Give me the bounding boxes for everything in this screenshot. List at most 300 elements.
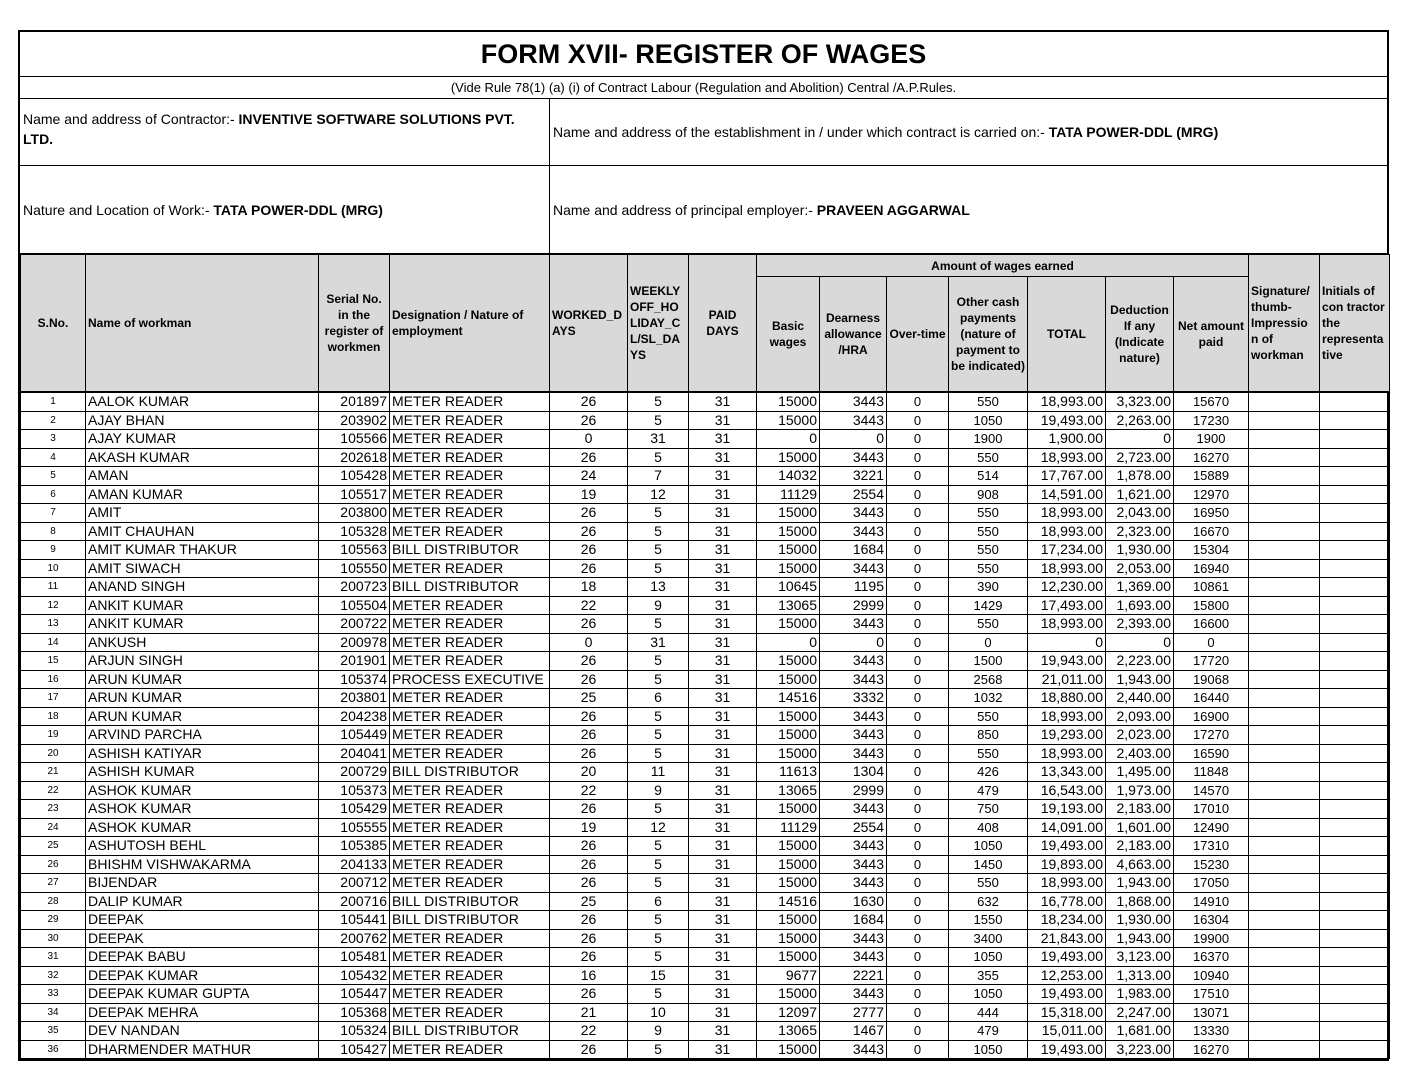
cell-serial: 105432 xyxy=(319,966,390,985)
cell-net: 0 xyxy=(1174,633,1249,652)
cell-overtime: 0 xyxy=(887,837,949,856)
nature-location-value: TATA POWER-DDL (MRG) xyxy=(213,201,383,218)
cell-basic: 14516 xyxy=(757,689,820,708)
cell-net: 12490 xyxy=(1174,818,1249,837)
cell-worked-days: 25 xyxy=(550,689,628,708)
cell-serial: 105427 xyxy=(319,1040,390,1059)
header-worked-days: WORKED_D AYS xyxy=(550,255,628,393)
cell-other-cash: 514 xyxy=(949,467,1028,486)
cell-weekly-off: 11 xyxy=(628,763,689,782)
cell-serial: 200716 xyxy=(319,892,390,911)
cell-paid-days: 31 xyxy=(689,485,757,504)
cell-total: 18,993.00 xyxy=(1028,504,1106,523)
cell-initials xyxy=(1320,781,1390,800)
cell-deduction: 0 xyxy=(1106,430,1174,449)
cell-weekly-off: 5 xyxy=(628,411,689,430)
cell-da: 3443 xyxy=(820,929,887,948)
cell-da: 2777 xyxy=(820,1003,887,1022)
cell-name: AMIT CHAUHAN xyxy=(86,522,319,541)
cell-overtime: 0 xyxy=(887,1022,949,1041)
header-da: Dearness allowance /HRA xyxy=(820,277,887,393)
cell-name: ARUN KUMAR xyxy=(86,707,319,726)
cell-deduction: 2,183.00 xyxy=(1106,800,1174,819)
cell-serial: 105385 xyxy=(319,837,390,856)
cell-paid-days: 31 xyxy=(689,430,757,449)
cell-da: 3443 xyxy=(820,392,887,411)
cell-sno: 8 xyxy=(21,522,86,541)
cell-signature xyxy=(1249,892,1320,911)
cell-paid-days: 31 xyxy=(689,855,757,874)
cell-basic: 15000 xyxy=(757,707,820,726)
cell-initials xyxy=(1320,448,1390,467)
cell-deduction: 2,723.00 xyxy=(1106,448,1174,467)
cell-paid-days: 31 xyxy=(689,1022,757,1041)
cell-deduction: 3,223.00 xyxy=(1106,1040,1174,1059)
table-row xyxy=(21,485,1390,504)
cell-initials xyxy=(1320,966,1390,985)
cell-signature xyxy=(1249,633,1320,652)
cell-initials xyxy=(1320,541,1390,560)
cell-paid-days: 31 xyxy=(689,818,757,837)
cell-paid-days: 31 xyxy=(689,633,757,652)
cell-name: DEEPAK BABU xyxy=(86,948,319,967)
cell-designation: METER READER xyxy=(390,430,550,449)
cell-initials xyxy=(1320,485,1390,504)
cell-designation: METER READER xyxy=(390,707,550,726)
cell-total: 19,943.00 xyxy=(1028,652,1106,671)
cell-other-cash: 550 xyxy=(949,615,1028,634)
cell-designation: BILL DISTRIBUTOR xyxy=(390,911,550,930)
cell-paid-days: 31 xyxy=(689,652,757,671)
cell-serial: 204041 xyxy=(319,744,390,763)
cell-paid-days: 31 xyxy=(689,615,757,634)
cell-total: 1,900.00 xyxy=(1028,430,1106,449)
cell-serial: 105373 xyxy=(319,781,390,800)
cell-weekly-off: 5 xyxy=(628,800,689,819)
cell-signature xyxy=(1249,448,1320,467)
cell-deduction: 1,495.00 xyxy=(1106,763,1174,782)
cell-overtime: 0 xyxy=(887,707,949,726)
cell-signature xyxy=(1249,726,1320,745)
cell-deduction: 2,263.00 xyxy=(1106,411,1174,430)
table-row xyxy=(21,744,1390,763)
cell-designation: METER READER xyxy=(390,855,550,874)
cell-name: DEEPAK KUMAR GUPTA xyxy=(86,985,319,1004)
cell-deduction: 1,693.00 xyxy=(1106,596,1174,615)
cell-initials xyxy=(1320,411,1390,430)
cell-serial: 105428 xyxy=(319,467,390,486)
cell-designation: METER READER xyxy=(390,633,550,652)
cell-signature xyxy=(1249,670,1320,689)
cell-total: 18,993.00 xyxy=(1028,744,1106,763)
cell-sno: 6 xyxy=(21,485,86,504)
principal-employer-cell xyxy=(550,166,1387,253)
cell-worked-days: 26 xyxy=(550,948,628,967)
cell-serial: 105481 xyxy=(319,948,390,967)
cell-initials xyxy=(1320,763,1390,782)
table-row xyxy=(21,522,1390,541)
cell-name: DHARMENDER MATHUR xyxy=(86,1040,319,1059)
cell-total: 18,993.00 xyxy=(1028,615,1106,634)
cell-weekly-off: 10 xyxy=(628,1003,689,1022)
table-row xyxy=(21,392,1390,411)
cell-basic: 11129 xyxy=(757,818,820,837)
cell-da: 1684 xyxy=(820,911,887,930)
cell-serial: 105429 xyxy=(319,800,390,819)
cell-deduction: 2,043.00 xyxy=(1106,504,1174,523)
cell-serial: 200762 xyxy=(319,929,390,948)
cell-initials xyxy=(1320,929,1390,948)
cell-total: 15,011.00 xyxy=(1028,1022,1106,1041)
cell-deduction: 1,868.00 xyxy=(1106,892,1174,911)
cell-signature xyxy=(1249,467,1320,486)
cell-serial: 105324 xyxy=(319,1022,390,1041)
cell-worked-days: 26 xyxy=(550,874,628,893)
cell-name: DEEPAK xyxy=(86,929,319,948)
cell-sno: 24 xyxy=(21,818,86,837)
cell-da: 3443 xyxy=(820,726,887,745)
cell-weekly-off: 5 xyxy=(628,855,689,874)
cell-other-cash: 632 xyxy=(949,892,1028,911)
cell-net: 17010 xyxy=(1174,800,1249,819)
cell-overtime: 0 xyxy=(887,800,949,819)
cell-name: BHISHM VISHWAKARMA xyxy=(86,855,319,874)
table-row xyxy=(21,670,1390,689)
cell-sno: 15 xyxy=(21,652,86,671)
cell-signature xyxy=(1249,559,1320,578)
cell-other-cash: 550 xyxy=(949,559,1028,578)
cell-serial: 203902 xyxy=(319,411,390,430)
cell-other-cash: 850 xyxy=(949,726,1028,745)
table-row xyxy=(21,467,1390,486)
cell-worked-days: 26 xyxy=(550,707,628,726)
cell-overtime: 0 xyxy=(887,892,949,911)
cell-basic: 15000 xyxy=(757,411,820,430)
cell-net: 19900 xyxy=(1174,929,1249,948)
cell-overtime: 0 xyxy=(887,670,949,689)
header-signature: Signature/ thumb- Impressio n of workman xyxy=(1249,255,1320,393)
cell-worked-days: 26 xyxy=(550,448,628,467)
cell-worked-days: 26 xyxy=(550,652,628,671)
cell-overtime: 0 xyxy=(887,467,949,486)
cell-deduction: 1,601.00 xyxy=(1106,818,1174,837)
cell-worked-days: 25 xyxy=(550,892,628,911)
cell-total: 19,893.00 xyxy=(1028,855,1106,874)
table-row xyxy=(21,1022,1390,1041)
cell-deduction: 2,053.00 xyxy=(1106,559,1174,578)
cell-overtime: 0 xyxy=(887,1003,949,1022)
cell-signature xyxy=(1249,985,1320,1004)
cell-sno: 25 xyxy=(21,837,86,856)
cell-weekly-off: 9 xyxy=(628,781,689,800)
cell-serial: 200729 xyxy=(319,763,390,782)
cell-sno: 3 xyxy=(21,430,86,449)
contractor-value: INVENTIVE SOFTWARE SOLUTIONS PVT. LTD. xyxy=(23,111,515,147)
cell-sno: 23 xyxy=(21,800,86,819)
cell-overtime: 0 xyxy=(887,763,949,782)
cell-da: 3443 xyxy=(820,800,887,819)
cell-worked-days: 24 xyxy=(550,467,628,486)
cell-total: 18,993.00 xyxy=(1028,448,1106,467)
cell-paid-days: 31 xyxy=(689,467,757,486)
cell-da: 3443 xyxy=(820,707,887,726)
cell-overtime: 0 xyxy=(887,411,949,430)
table-row xyxy=(21,763,1390,782)
cell-da: 3443 xyxy=(820,837,887,856)
cell-name: AMAN xyxy=(86,467,319,486)
cell-worked-days: 26 xyxy=(550,504,628,523)
cell-designation: METER READER xyxy=(390,615,550,634)
cell-serial: 204133 xyxy=(319,855,390,874)
cell-weekly-off: 12 xyxy=(628,485,689,504)
cell-total: 18,234.00 xyxy=(1028,911,1106,930)
cell-initials xyxy=(1320,430,1390,449)
cell-net: 16304 xyxy=(1174,911,1249,930)
cell-sno: 17 xyxy=(21,689,86,708)
cell-serial: 105563 xyxy=(319,541,390,560)
cell-basic: 0 xyxy=(757,430,820,449)
cell-worked-days: 20 xyxy=(550,763,628,782)
cell-signature xyxy=(1249,485,1320,504)
cell-weekly-off: 5 xyxy=(628,559,689,578)
cell-da: 3443 xyxy=(820,411,887,430)
nature-location-label: Nature and Location of Work:- xyxy=(23,201,210,218)
cell-initials xyxy=(1320,800,1390,819)
cell-designation: METER READER xyxy=(390,392,550,411)
cell-signature xyxy=(1249,1022,1320,1041)
cell-other-cash: 550 xyxy=(949,448,1028,467)
cell-basic: 13065 xyxy=(757,781,820,800)
cell-paid-days: 31 xyxy=(689,892,757,911)
cell-other-cash: 390 xyxy=(949,578,1028,597)
cell-da: 1467 xyxy=(820,1022,887,1041)
table-row xyxy=(21,430,1390,449)
cell-designation: METER READER xyxy=(390,652,550,671)
cell-basic: 13065 xyxy=(757,1022,820,1041)
cell-da: 3443 xyxy=(820,670,887,689)
cell-basic: 15000 xyxy=(757,985,820,1004)
cell-name: ASHISH KATIYAR xyxy=(86,744,319,763)
cell-worked-days: 22 xyxy=(550,781,628,800)
cell-worked-days: 0 xyxy=(550,430,628,449)
table-row xyxy=(21,966,1390,985)
cell-basic: 14032 xyxy=(757,467,820,486)
cell-worked-days: 16 xyxy=(550,966,628,985)
cell-weekly-off: 12 xyxy=(628,818,689,837)
cell-total: 21,843.00 xyxy=(1028,929,1106,948)
cell-designation: METER READER xyxy=(390,504,550,523)
cell-basic: 15000 xyxy=(757,504,820,523)
cell-net: 1900 xyxy=(1174,430,1249,449)
cell-worked-days: 26 xyxy=(550,911,628,930)
cell-initials xyxy=(1320,837,1390,856)
cell-sno: 36 xyxy=(21,1040,86,1059)
cell-paid-days: 31 xyxy=(689,689,757,708)
cell-worked-days: 26 xyxy=(550,726,628,745)
cell-other-cash: 1050 xyxy=(949,948,1028,967)
table-row xyxy=(21,726,1390,745)
wage-register-sheet xyxy=(18,30,1389,1061)
cell-da: 3443 xyxy=(820,615,887,634)
cell-name: AALOK KUMAR xyxy=(86,392,319,411)
cell-signature xyxy=(1249,948,1320,967)
cell-other-cash: 1429 xyxy=(949,596,1028,615)
table-row xyxy=(21,818,1390,837)
cell-basic: 15000 xyxy=(757,800,820,819)
cell-sno: 31 xyxy=(21,948,86,967)
cell-net: 17050 xyxy=(1174,874,1249,893)
cell-da: 3443 xyxy=(820,448,887,467)
cell-other-cash: 479 xyxy=(949,781,1028,800)
cell-sno: 1 xyxy=(21,392,86,411)
cell-name: BIJENDAR xyxy=(86,874,319,893)
cell-paid-days: 31 xyxy=(689,763,757,782)
cell-basic: 15000 xyxy=(757,448,820,467)
cell-weekly-off: 5 xyxy=(628,670,689,689)
cell-designation: METER READER xyxy=(390,411,550,430)
cell-paid-days: 31 xyxy=(689,596,757,615)
cell-sno: 5 xyxy=(21,467,86,486)
cell-net: 17310 xyxy=(1174,837,1249,856)
cell-worked-days: 26 xyxy=(550,800,628,819)
cell-serial: 201897 xyxy=(319,392,390,411)
cell-worked-days: 26 xyxy=(550,744,628,763)
cell-other-cash: 908 xyxy=(949,485,1028,504)
cell-net: 15230 xyxy=(1174,855,1249,874)
cell-total: 19,493.00 xyxy=(1028,1040,1106,1059)
cell-weekly-off: 9 xyxy=(628,1022,689,1041)
cell-worked-days: 26 xyxy=(550,1040,628,1059)
cell-weekly-off: 15 xyxy=(628,966,689,985)
cell-da: 1630 xyxy=(820,892,887,911)
cell-basic: 15000 xyxy=(757,744,820,763)
cell-signature xyxy=(1249,781,1320,800)
cell-signature xyxy=(1249,1003,1320,1022)
cell-overtime: 0 xyxy=(887,485,949,504)
establishment-label: Name and address of the establishment in / under which contract is carried on:- xyxy=(553,124,1045,140)
cell-deduction: 0 xyxy=(1106,633,1174,652)
cell-serial: 105504 xyxy=(319,596,390,615)
cell-worked-days: 26 xyxy=(550,837,628,856)
cell-name: ASHOK KUMAR xyxy=(86,800,319,819)
cell-net: 17230 xyxy=(1174,411,1249,430)
cell-designation: METER READER xyxy=(390,1040,550,1059)
cell-da: 3443 xyxy=(820,504,887,523)
cell-da: 2221 xyxy=(820,966,887,985)
cell-total: 12,253.00 xyxy=(1028,966,1106,985)
cell-worked-days: 19 xyxy=(550,485,628,504)
cell-other-cash: 550 xyxy=(949,744,1028,763)
establishment-cell xyxy=(550,99,1387,165)
cell-paid-days: 31 xyxy=(689,578,757,597)
cell-net: 16370 xyxy=(1174,948,1249,967)
cell-basic: 15000 xyxy=(757,652,820,671)
cell-signature xyxy=(1249,411,1320,430)
cell-signature xyxy=(1249,578,1320,597)
principal-employer-label: Name and address of principal employer:- xyxy=(553,201,813,218)
cell-overtime: 0 xyxy=(887,578,949,597)
cell-other-cash: 550 xyxy=(949,707,1028,726)
cell-weekly-off: 5 xyxy=(628,707,689,726)
cell-net: 15670 xyxy=(1174,392,1249,411)
cell-other-cash: 426 xyxy=(949,763,1028,782)
cell-signature xyxy=(1249,966,1320,985)
cell-da: 3443 xyxy=(820,985,887,1004)
cell-sno: 22 xyxy=(21,781,86,800)
cell-paid-days: 31 xyxy=(689,670,757,689)
cell-worked-days: 26 xyxy=(550,855,628,874)
cell-da: 3221 xyxy=(820,467,887,486)
cell-name: ARVIND PARCHA xyxy=(86,726,319,745)
table-row xyxy=(21,911,1390,930)
cell-da: 3443 xyxy=(820,744,887,763)
cell-deduction: 1,983.00 xyxy=(1106,985,1174,1004)
cell-initials xyxy=(1320,596,1390,615)
cell-weekly-off: 5 xyxy=(628,541,689,560)
cell-name: ARJUN SINGH xyxy=(86,652,319,671)
cell-net: 13330 xyxy=(1174,1022,1249,1041)
cell-net: 16270 xyxy=(1174,448,1249,467)
table-row xyxy=(21,948,1390,967)
header-net: Net amount paid xyxy=(1174,277,1249,393)
cell-paid-days: 31 xyxy=(689,541,757,560)
header-sno: S.No. xyxy=(21,255,86,393)
table-row xyxy=(21,615,1390,634)
contractor-label: Name and address of Contractor:- xyxy=(23,111,235,127)
cell-serial: 204238 xyxy=(319,707,390,726)
cell-sno: 20 xyxy=(21,744,86,763)
cell-total: 14,091.00 xyxy=(1028,818,1106,837)
cell-initials xyxy=(1320,652,1390,671)
cell-serial: 200723 xyxy=(319,578,390,597)
cell-name: DEV NANDAN xyxy=(86,1022,319,1041)
cell-initials xyxy=(1320,522,1390,541)
cell-deduction: 1,681.00 xyxy=(1106,1022,1174,1041)
cell-worked-days: 0 xyxy=(550,633,628,652)
cell-name: AKASH KUMAR xyxy=(86,448,319,467)
cell-paid-days: 31 xyxy=(689,966,757,985)
cell-paid-days: 31 xyxy=(689,837,757,856)
cell-initials xyxy=(1320,467,1390,486)
cell-net: 16950 xyxy=(1174,504,1249,523)
cell-other-cash: 1050 xyxy=(949,1040,1028,1059)
cell-total: 16,778.00 xyxy=(1028,892,1106,911)
cell-deduction: 2,023.00 xyxy=(1106,726,1174,745)
cell-basic: 14516 xyxy=(757,892,820,911)
establishment-value: TATA POWER-DDL (MRG) xyxy=(1048,124,1219,140)
cell-name: AJAY BHAN xyxy=(86,411,319,430)
cell-da: 2554 xyxy=(820,485,887,504)
cell-initials xyxy=(1320,1022,1390,1041)
cell-signature xyxy=(1249,430,1320,449)
cell-deduction: 2,440.00 xyxy=(1106,689,1174,708)
cell-da: 0 xyxy=(820,633,887,652)
header-weekly-off: WEEKLY OFF_HO LIDAY_C L/SL_DA YS xyxy=(628,255,689,393)
cell-designation: BILL DISTRIBUTOR xyxy=(390,541,550,560)
header-deduction: Deduction If any (Indicate nature) xyxy=(1106,277,1174,393)
cell-overtime: 0 xyxy=(887,430,949,449)
cell-deduction: 2,247.00 xyxy=(1106,1003,1174,1022)
cell-weekly-off: 5 xyxy=(628,911,689,930)
cell-paid-days: 31 xyxy=(689,744,757,763)
cell-weekly-off: 5 xyxy=(628,744,689,763)
cell-total: 12,230.00 xyxy=(1028,578,1106,597)
cell-total: 16,543.00 xyxy=(1028,781,1106,800)
cell-deduction: 3,123.00 xyxy=(1106,948,1174,967)
cell-net: 16270 xyxy=(1174,1040,1249,1059)
cell-overtime: 0 xyxy=(887,504,949,523)
cell-serial: 203800 xyxy=(319,504,390,523)
